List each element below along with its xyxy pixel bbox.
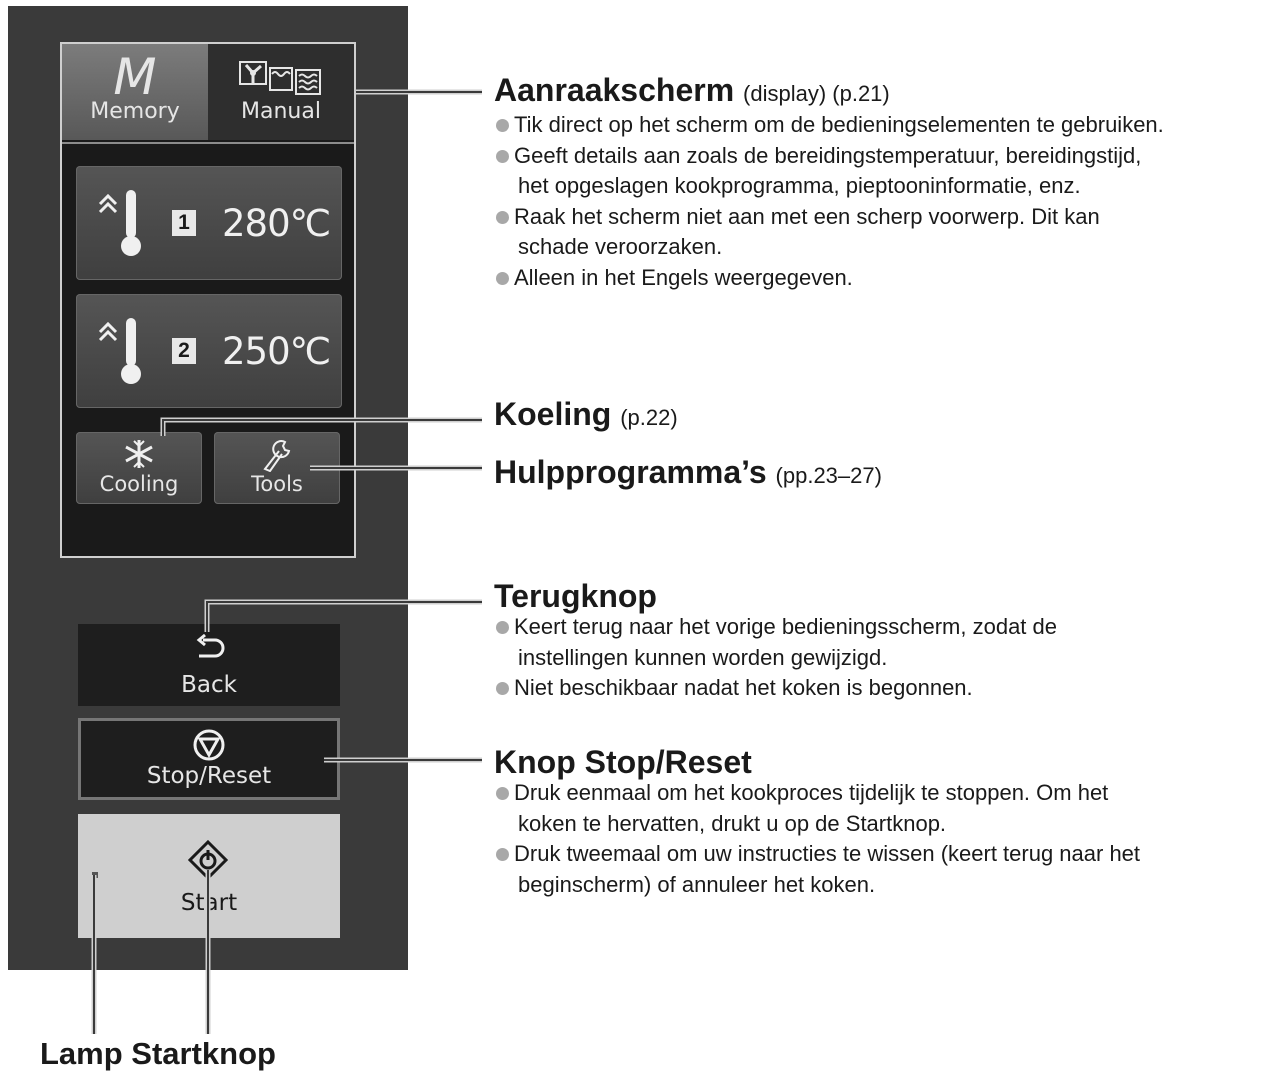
- screen-ref: (display) (p.21): [743, 81, 890, 106]
- thermometer-up-icon: [96, 316, 150, 386]
- screen-heading: [494, 74, 890, 106]
- stop-title: Knop Stop/Reset: [494, 744, 752, 780]
- start-label: Start: [180, 890, 238, 916]
- back-label: Back: [181, 672, 237, 698]
- cooling-button[interactable]: [76, 432, 202, 504]
- stop-heading: [494, 746, 752, 778]
- tools-label: Tools: [251, 472, 303, 496]
- bullet-item: Tik direct op het scherm om de bedieningselementen te gebruiken.: [494, 110, 1164, 141]
- tab-manual-label: Manual: [241, 99, 321, 124]
- wrench-icon: [259, 438, 295, 472]
- back-bullets: [494, 612, 1057, 704]
- back-heading: [494, 580, 657, 612]
- bullet-continuation: koken te hervatten, drukt u op de Startknop.: [518, 810, 947, 836]
- start-button[interactable]: [78, 814, 340, 938]
- lamp-start-label: Lamp Startknop: [40, 1036, 276, 1071]
- touch-screen: [60, 42, 356, 558]
- screen-divider: [62, 142, 354, 144]
- bullet-continuation: instellingen kunnen worden gewijzigd.: [518, 644, 888, 670]
- snowflake-icon: [121, 438, 157, 470]
- tools-ref: (pp.23–27): [775, 463, 882, 488]
- bullet-item: Alleen in het Engels weergegeven.: [494, 263, 1164, 294]
- zone-number: 2: [172, 338, 196, 364]
- bullet-continuation: schade veroorzaken.: [518, 234, 723, 259]
- bullet-item: Geeft details aan zoals de bereidingstemperatuur, bereidingstijd,: [494, 141, 1164, 172]
- temp-button-zone-2[interactable]: [76, 294, 342, 408]
- back-title: Terugknop: [494, 578, 657, 614]
- bullet-item: Druk eenmaal om het kookproces tijdelijk te stoppen. Om het: [494, 778, 1140, 809]
- bullet-continuation: beginscherm) of annuleer het koken.: [518, 871, 876, 897]
- memory-glyph: M: [113, 48, 157, 106]
- cooling-label: Cooling: [99, 472, 179, 496]
- temperature-value: 280℃: [222, 202, 331, 245]
- cooling-heading: [494, 398, 678, 430]
- temperature-value: 250℃: [222, 330, 331, 373]
- bullet-item: Druk tweemaal om uw instructies te wissen (keert terug naar het: [494, 839, 1140, 870]
- stop-bullets: [494, 778, 1140, 900]
- screen-bullets: [494, 110, 1164, 293]
- zone-number: 1: [172, 210, 196, 236]
- tab-manual[interactable]: [208, 44, 354, 140]
- tab-memory-label: Memory: [90, 99, 180, 124]
- bullet-item: Raak het scherm niet aan met een scherp voorwerp. Dit kan: [494, 202, 1164, 233]
- tab-memory[interactable]: [62, 44, 208, 140]
- manual-mode-icon: [238, 58, 326, 98]
- temp-button-zone-1[interactable]: [76, 166, 342, 280]
- bullet-item: Keert terug naar het vorige bedieningsscherm, zodat de: [494, 612, 1057, 643]
- stop-icon: [191, 729, 227, 765]
- cooling-ref: (p.22): [620, 405, 678, 430]
- tools-heading: [494, 456, 882, 488]
- cooling-title: Koeling: [494, 396, 612, 432]
- screen-title: Aanraakscherm: [494, 72, 735, 108]
- tools-button[interactable]: [214, 432, 340, 504]
- bullet-continuation: het opgeslagen kookprogramma, pieptooninformatie, enz.: [518, 173, 1081, 198]
- back-button[interactable]: [78, 624, 340, 706]
- bullet-item: Niet beschikbaar nadat het koken is begonnen.: [494, 673, 1057, 704]
- tools-title: Hulpprogramma’s: [494, 454, 767, 490]
- stop-reset-button[interactable]: [78, 718, 340, 800]
- stop-reset-label: Stop/Reset: [146, 763, 272, 789]
- start-icon: [188, 840, 228, 880]
- back-arrow-icon: [191, 634, 227, 664]
- start-lamp: [92, 872, 98, 878]
- thermometer-up-icon: [96, 188, 150, 258]
